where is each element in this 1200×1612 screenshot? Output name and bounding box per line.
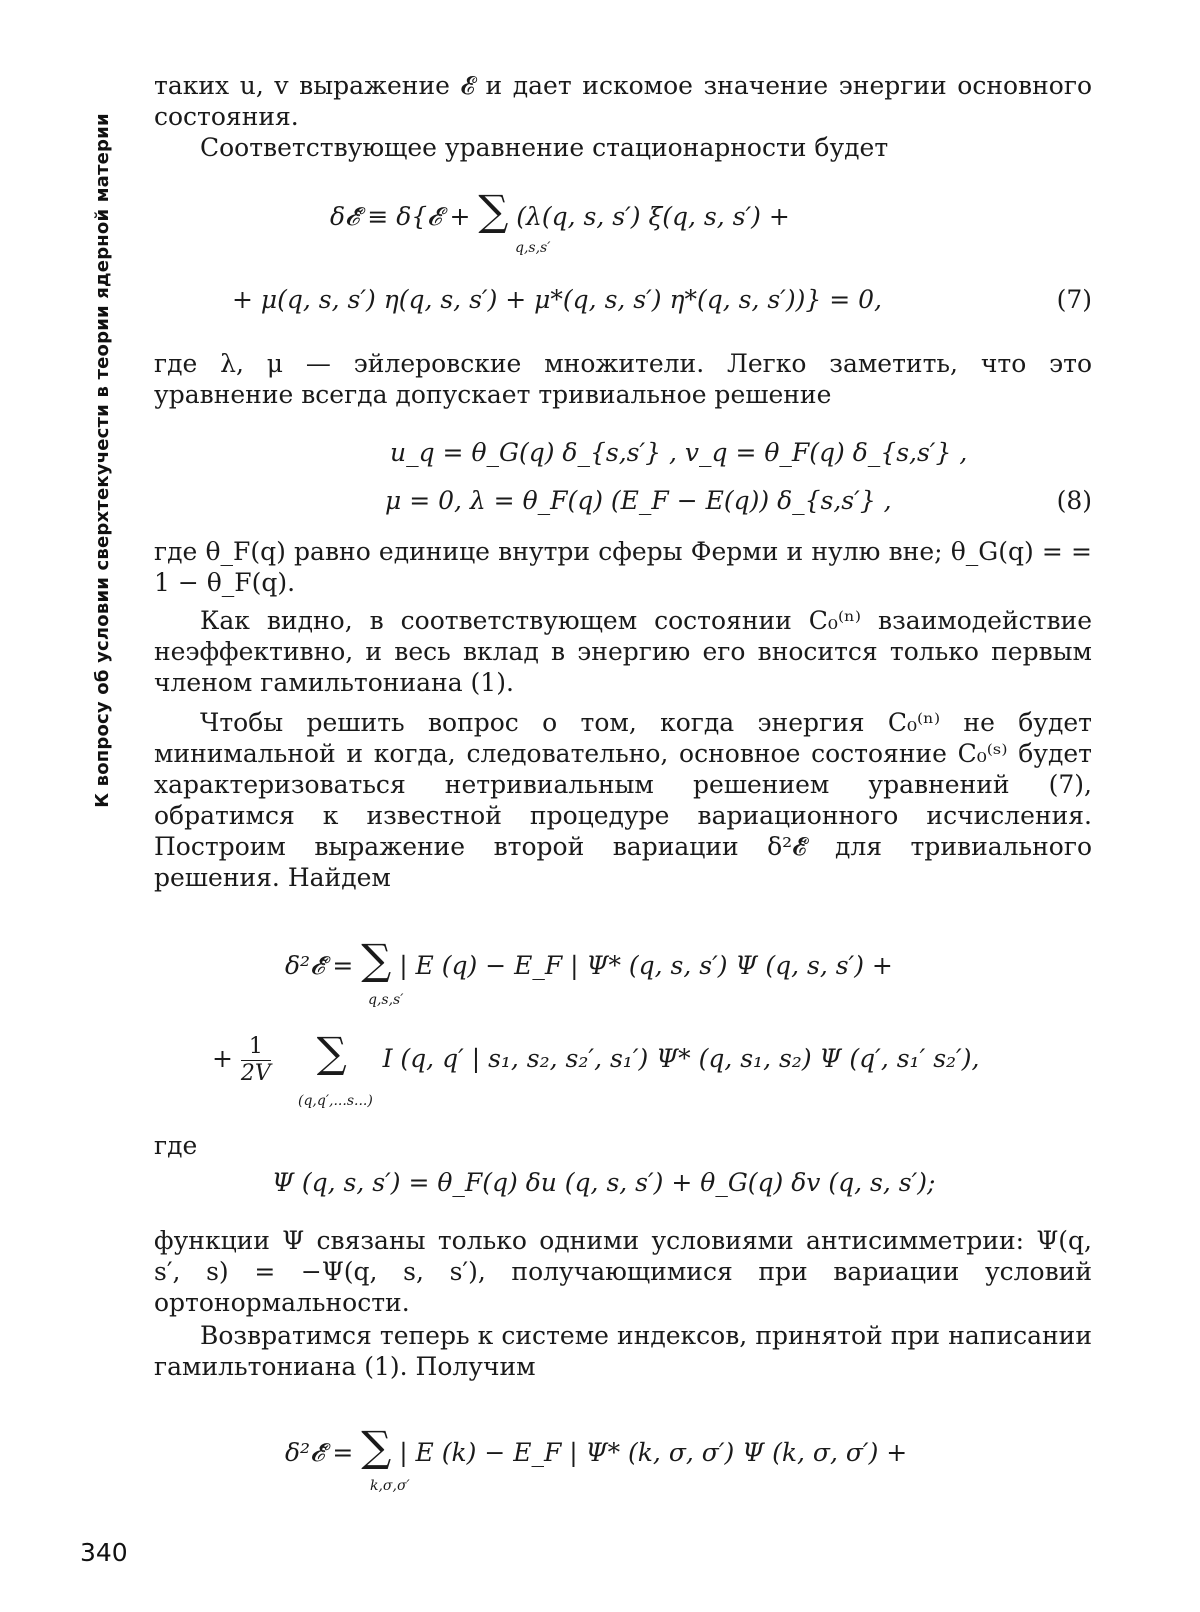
eq11-sum-subscript: k,σ,σ′ xyxy=(370,1478,410,1494)
paragraph-8-text: Возвратимся теперь к системе индексов, принятой при написании гамильтониана (1). Получим xyxy=(154,1321,1092,1381)
sum-sign: ∑ xyxy=(478,186,509,235)
eq7-number-text: (7) xyxy=(1056,285,1092,314)
fraction-numerator: 1 xyxy=(241,1034,271,1061)
equation-psi-definition: Ψ (q, s, s′) = θ_F(q) δu (q, s, s′) + θ_G(q) δv (q, s, s′); xyxy=(272,1168,936,1197)
running-title xyxy=(82,70,122,850)
eq9-sum2-subscript: (q,q′,...s...) xyxy=(298,1093,373,1109)
eq7-term: (λ(q, s, s′) ξ(q, s, s′) + xyxy=(516,202,790,231)
paragraph-2 xyxy=(154,132,1092,163)
fraction-denominator: 2V xyxy=(240,1061,271,1086)
paragraph-6 xyxy=(154,707,1092,893)
paragraph-1-text: таких u, v выражение 𝓔 и дает искомое значение энергии основного состояния. xyxy=(154,71,1092,131)
equation-8-line-1: u_q = θ_G(q) δ_{s,s′} , v_q = θ_F(q) δ_{s,s′} , xyxy=(390,438,968,467)
paragraph-3-text: где λ, μ — эйлеровские множители. Легко заметить, что это уравнение всегда допускает тривиальное решение xyxy=(154,349,1092,409)
where-label xyxy=(154,1130,1092,1161)
fraction-1-over-2V xyxy=(241,1034,271,1087)
equation-7-number xyxy=(0,285,1092,314)
paragraph-6-text: Чтобы решить вопрос о том, когда энергия C₀⁽ⁿ⁾ не будет минимальной и когда, следовательно, основное состояние C₀⁽ˢ⁾ будет характеризоваться нетривиальным решением уравнений (7), обратимся к известной процедуре вариационного исчисления. Построим выражение второй вариации δ²𝓔̃ для тривиального решения. Найдем xyxy=(154,708,1092,892)
sum-sign: ∑ xyxy=(361,935,392,984)
paragraph-5 xyxy=(154,605,1092,698)
sum-sign: ∑ xyxy=(361,1422,392,1471)
eq7-line2-text: + μ(q, s, s′) η(q, s, s′) + μ*(q, s, s′) η*(q, s, s′))} = 0, xyxy=(232,285,882,314)
equation-second-variation-k xyxy=(285,1422,907,1471)
paragraph-4-text: где θ_F(q) равно единице внутри сферы Ферми и нулю вне; θ_G(q) = = 1 − θ_F(q). xyxy=(154,537,1092,597)
eq7-lhs: δ𝓔̃ ≡ δ{𝓔 + xyxy=(330,202,471,231)
equation-second-variation-line-2 xyxy=(212,1028,979,1087)
sum-sign: ∑ xyxy=(316,1028,347,1077)
paragraph-3 xyxy=(154,348,1092,410)
equation-8-line-2: μ = 0, λ = θ_F(q) (E_F − E(q)) δ_{s,s′} , xyxy=(385,486,892,515)
eq9-sum-subscript: q,s,s′ xyxy=(368,992,404,1008)
equation-8-number xyxy=(0,486,1092,515)
eq8-number-text: (8) xyxy=(1056,486,1092,515)
paragraph-7 xyxy=(154,1225,1092,1318)
paragraph-7-text: функции Ψ связаны только одними условиями антисимметрии: Ψ(q, s′, s) = −Ψ(q, s, s′), получающимися при вариации условий ортонормальности. xyxy=(154,1226,1092,1317)
equation-second-variation-line-1 xyxy=(285,935,893,984)
eq9-term: | E (q) − E_F | Ψ* (q, s, s′) Ψ (q, s, s′) + xyxy=(399,951,893,980)
where-text: где xyxy=(154,1131,198,1160)
eq11-term: | E (k) − E_F | Ψ* (k, σ, σ′) Ψ (k, σ, σ′) + xyxy=(399,1438,908,1467)
eq7-sum-subscript: q,s,s′ xyxy=(515,240,551,256)
paragraph-5-text: Как видно, в соответствующем состоянии C₀⁽ⁿ⁾ взаимодействие неэффективно, и весь вклад в энергию его вносится только первым членом гамильтониана (1). xyxy=(154,606,1092,697)
paragraph-8 xyxy=(154,1320,1092,1382)
eq11-lhs: δ²𝓔̃ = xyxy=(285,1438,354,1467)
eq9-line2-term: I (q, q′ | s₁, s₂, s₂′, s₁′) Ψ* (q, s₁, s₂) Ψ (q′, s₁′ s₂′), xyxy=(382,1044,980,1073)
running-title-text: К вопросу об условии сверхтекучести в теории ядерной материи xyxy=(91,112,113,808)
paragraph-4 xyxy=(154,536,1092,598)
paragraph-1 xyxy=(154,70,1092,132)
page-number: 340 xyxy=(80,1538,128,1567)
equation-7-line-1 xyxy=(330,186,790,235)
paragraph-2-text: Соответствующее уравнение стационарности будет xyxy=(200,133,889,162)
eq9-lhs: δ²𝓔̃ = xyxy=(285,951,354,980)
eq9-plus: + xyxy=(212,1044,233,1073)
